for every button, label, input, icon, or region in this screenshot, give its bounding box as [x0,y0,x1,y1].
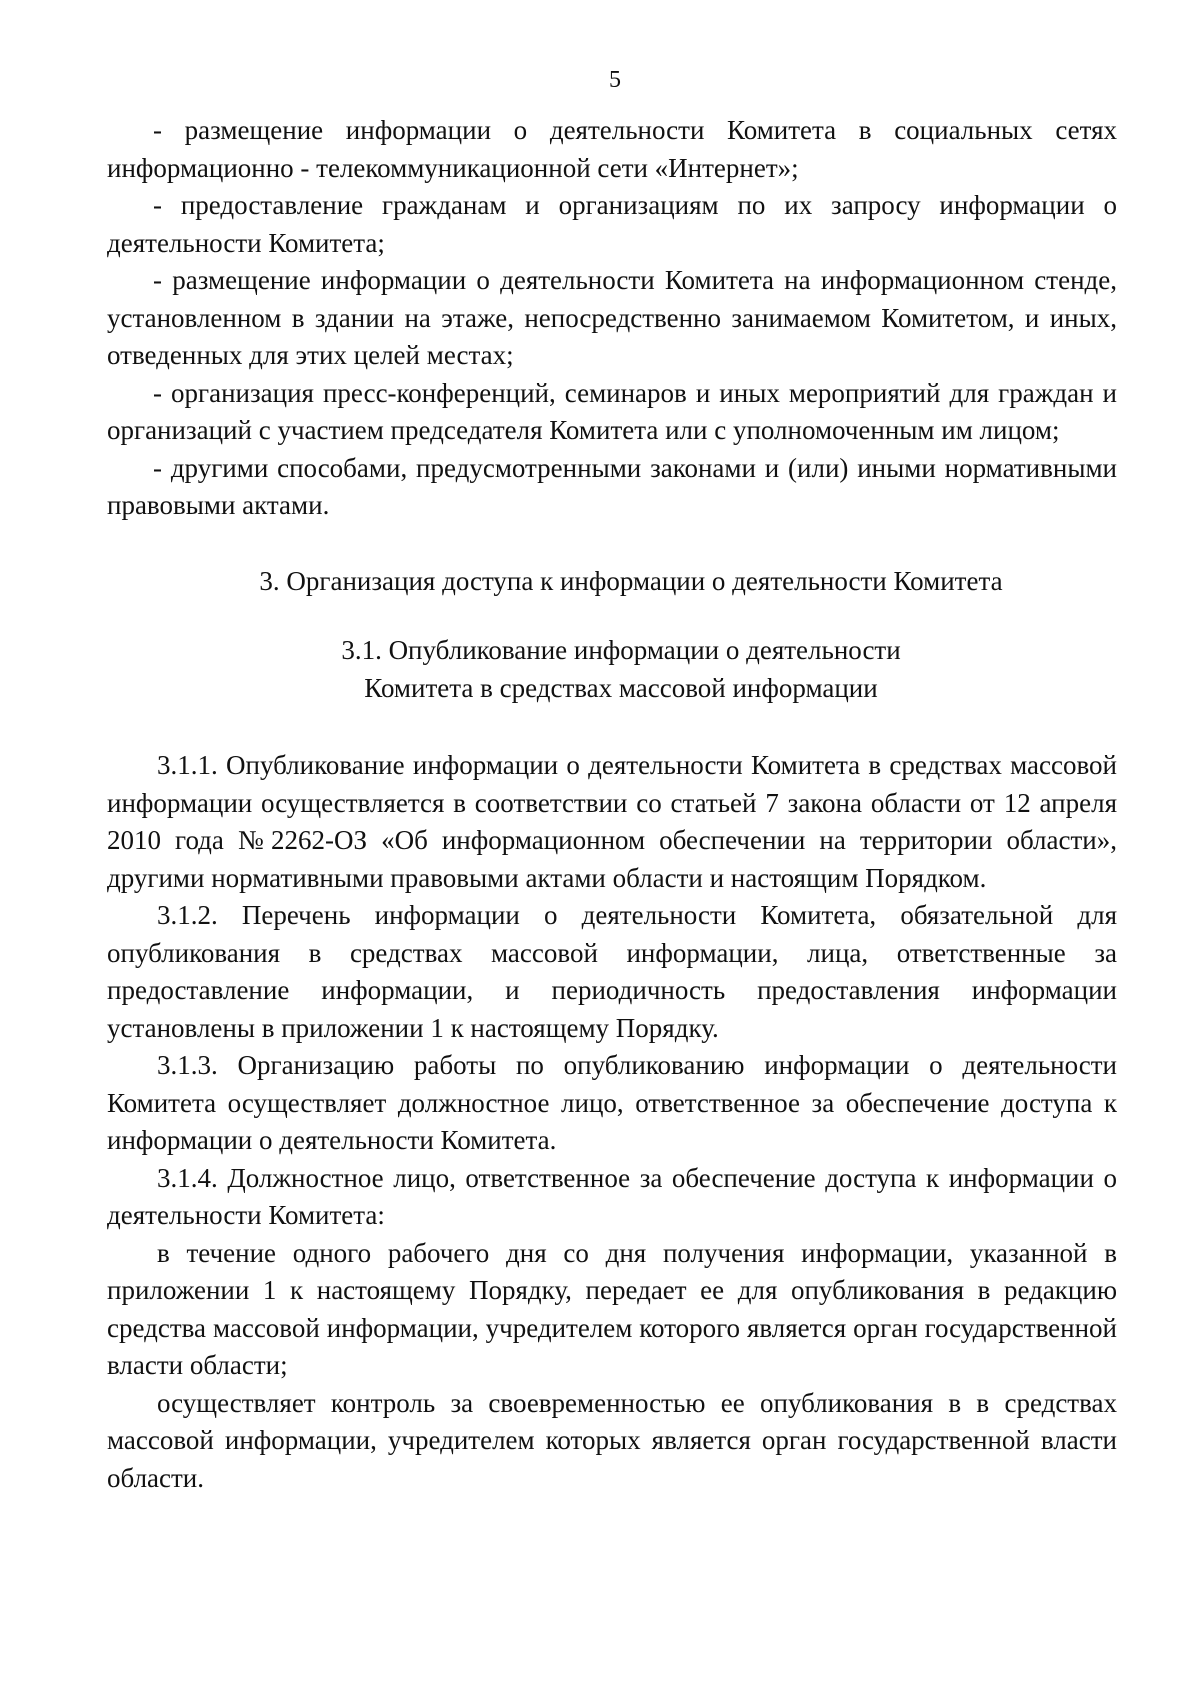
paragraph-3-1-4-item-2: осуществляет контроль за своевременностью ее опубликования в в средствах массовой информации, учредителем которых является орган государственной власти области. [107,1387,1117,1493]
page-number: 5 [609,67,621,93]
information-methods-list [107,112,1117,525]
paragraph-3-1-1: 3.1.1. Опубликование информации о деятельности Комитета в средствах массовой информации осуществляется в соответствии со статьей 7 закона области от 12 апреля 2010 года №2262-ОЗ «Об информационном обеспечении на территории области», другими нормативными правовыми актами области и настоящим Порядком. [107,750,1117,893]
section-3-title: 3. Организация доступа к информации о деятельности Комитета [259,565,1003,596]
section-3-1-title-line-2: Комитета в средствах массовой информации [364,672,878,703]
list-item: - другими способами, предусмотренными законами и (или) иными нормативными правовыми актами. [107,452,1117,520]
document-body [107,112,1117,1497]
list-item: - организация пресс-конференций, семинаров и иных мероприятий для граждан и организаций с участием председателя Комитета или с уполномоченным им лицом; [107,377,1117,445]
section-3-1-title [107,632,1117,707]
section-3-1-body [107,747,1117,1497]
paragraph-3-1-4: 3.1.4. Должностное лицо, ответственное за обеспечение доступа к информации о деятельности Комитета: [107,1162,1117,1230]
paragraph-3-1-4-item-1: в течение одного рабочего дня со дня получения информации, указанной в приложении 1 к настоящему Порядку, передает ее для опубликования в редакцию средства массовой информации, учредителем которого является орган государственной власти области; [107,1237,1117,1380]
paragraph-3-1-2: 3.1.2. Перечень информации о деятельности Комитета, обязательной для опубликования в средствах массовой информации, лица, ответственные за предоставление информации, и периодичность предоставления информации установлены в приложении 1 к настоящему Порядку. [107,900,1117,1043]
list-item: - предоставление гражданам и организациям по их запросу информации о деятельности Комитета; [107,190,1117,258]
section-3-1-title-line-1: 3.1. Опубликование информации о деятельности [341,635,901,665]
list-item: - размещение информации о деятельности Комитета в социальных сетях информационно - телекоммуникационной сети «Интернет»; [107,115,1117,183]
list-item: - размещение информации о деятельности Комитета на информационном стенде, установленном в здании на этаже, непосредственно занимаемом Комитетом, и иных, отведенных для этих целей местах; [107,265,1117,370]
paragraph-3-1-3: 3.1.3. Организацию работы по опубликованию информации о деятельности Комитета осуществляет должностное лицо, ответственное за обеспечение доступа к информации о деятельности Комитета. [107,1050,1117,1155]
